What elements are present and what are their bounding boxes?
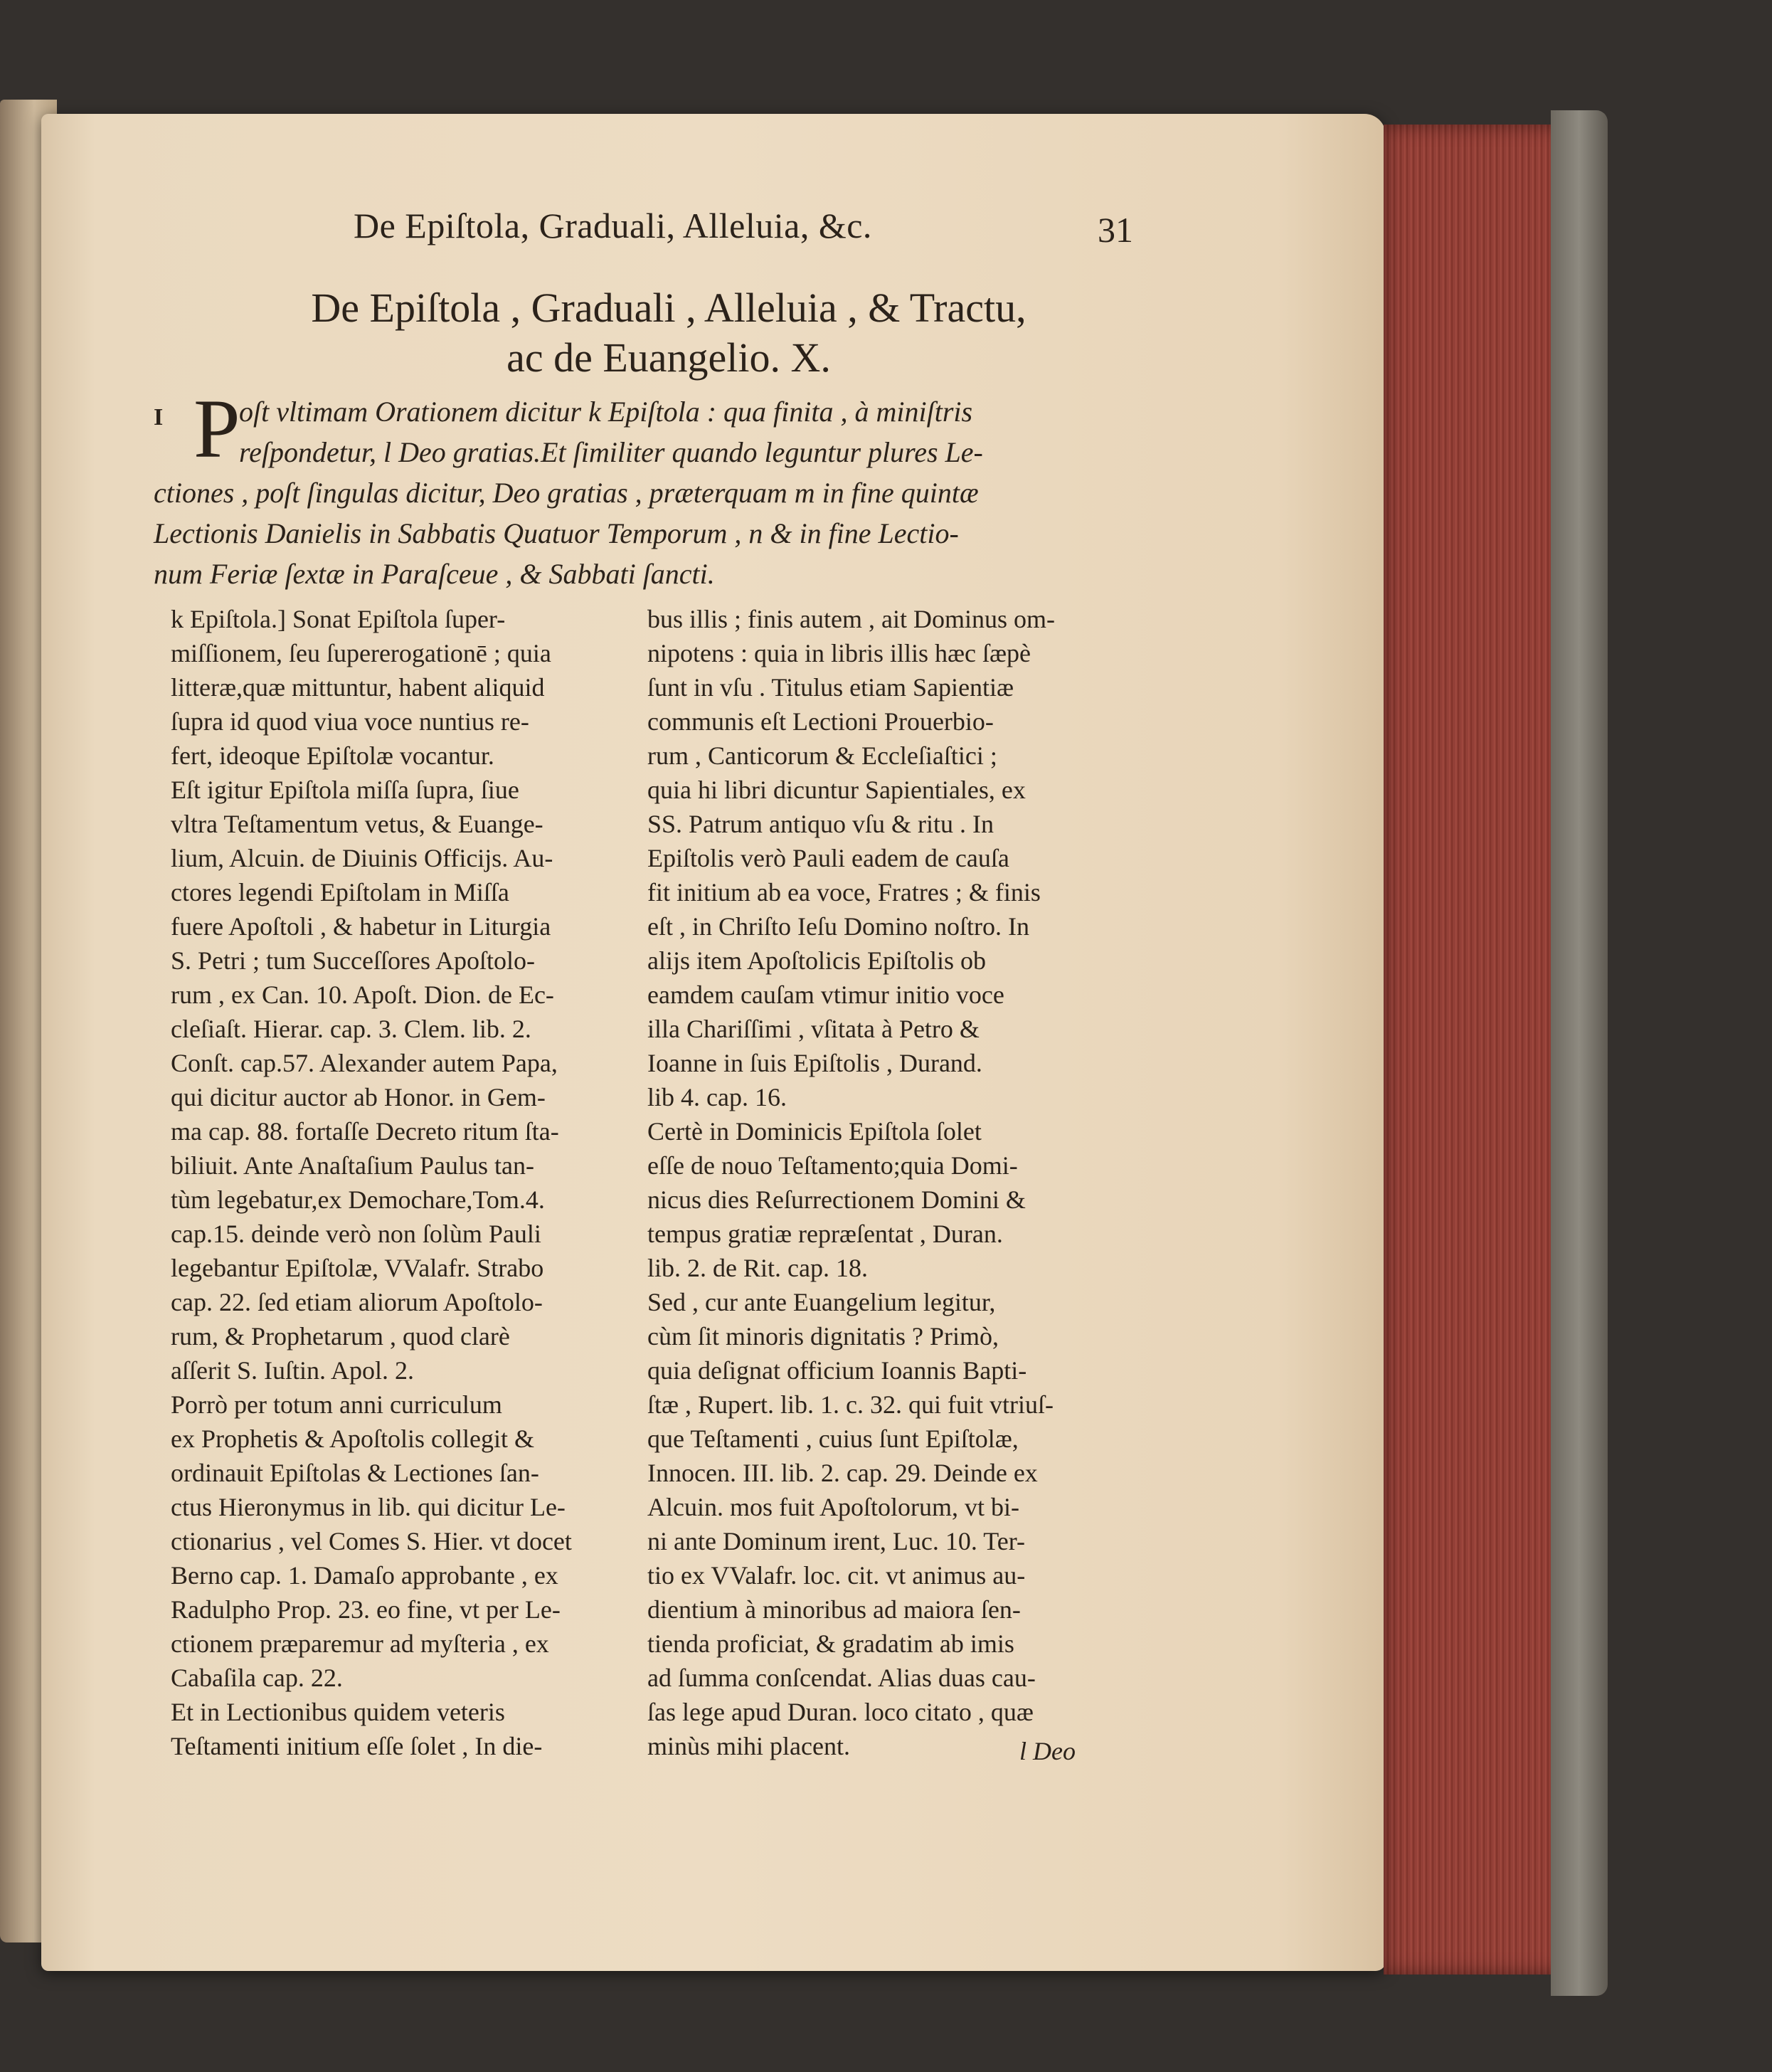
- commentary-line: Berno cap. 1. Damaſo approbante , ex: [171, 1561, 558, 1590]
- commentary-line: tùm legebatur,ex Demochare,Tom.4.: [171, 1185, 545, 1214]
- commentary-left-column: [171, 602, 623, 1763]
- commentary-line: ſupra id quod viua voce nuntius re-: [171, 707, 529, 736]
- rubric-line: reſpondetur, l Deo gratias.Et ſimiliter quando leguntur plures Le-: [239, 436, 983, 468]
- commentary-line: miſſionem, ſeu ſupererogationē ; quia: [171, 639, 551, 667]
- commentary-line: Certè in Dominicis Epiſtola ſolet: [647, 1117, 982, 1146]
- commentary-line: cùm ſit minoris dignitatis ? Primò,: [647, 1322, 999, 1350]
- commentary-line: legebantur Epiſtolæ, VValafr. Strabo: [171, 1254, 544, 1282]
- commentary-line: eſt , in Chriſto Ieſu Domino noſtro. In: [647, 912, 1029, 941]
- commentary-line: fert, ideoque Epiſtolæ vocantur.: [171, 741, 494, 770]
- commentary-line: ſas lege apud Duran. loco citato , quæ: [647, 1698, 1034, 1726]
- commentary-line: ctionarius , vel Comes S. Hier. vt docet: [171, 1527, 572, 1555]
- chapter-title-line-1: De Epiſtola , Graduali , Alleluia , & Tractu,: [311, 285, 1026, 331]
- commentary-right-column: [647, 602, 1100, 1763]
- commentary-line: ſunt in vſu . Titulus etiam Sapientiæ: [647, 673, 1014, 702]
- commentary-line: Eſt igitur Epiſtola miſſa ſupra, ſiue: [171, 776, 519, 804]
- commentary-line: S. Petri ; tum Succeſſores Apoſtolo-: [171, 946, 535, 975]
- commentary-line: ex Prophetis & Apoſtolis collegit &: [171, 1424, 534, 1453]
- commentary-line: Alcuin. mos fuit Apoſtolorum, vt bi-: [647, 1493, 1019, 1521]
- book-cover: [1551, 110, 1608, 1996]
- commentary-line: lium, Alcuin. de Diuinis Officijs. Au-: [171, 844, 553, 872]
- rubric-text: [154, 382, 1135, 594]
- commentary-line: ctionem præparemur ad myſteria , ex: [171, 1629, 549, 1658]
- commentary-line: aſſerit S. Iuſtin. Apol. 2.: [171, 1356, 414, 1385]
- commentary-line: tienda proficiat, & gradatim ab imis: [647, 1629, 1014, 1658]
- commentary-line: rum , ex Can. 10. Apoſt. Dion. de Ec-: [171, 980, 554, 1009]
- page-number: 31: [1098, 210, 1133, 250]
- commentary-line: fuere Apoſtoli , & habetur in Liturgia: [171, 912, 551, 941]
- commentary-line: Innocen. III. lib. 2. cap. 29. Deinde ex: [647, 1459, 1038, 1487]
- commentary-line: eſſe de nouo Teſtamento;quia Domi-: [647, 1151, 1018, 1180]
- commentary-line: ctores legendi Epiſtolam in Miſſa: [171, 878, 509, 906]
- commentary-line: rum , Canticorum & Eccleſiaſtici ;: [647, 741, 997, 770]
- rubric-line: num Feriæ ſextæ in Paraſceue , & Sabbati ſancti.: [154, 558, 715, 590]
- commentary-line: ordinauit Epiſtolas & Lectiones ſan-: [171, 1459, 539, 1487]
- rubric-line: Lectionis Danielis in Sabbatis Quatuor Temporum , n & in fine Lectio-: [154, 517, 959, 549]
- chapter-title-line-2: ac de Euangelio. X.: [506, 334, 831, 381]
- commentary-line: tempus gratiæ repræſentat , Duran.: [647, 1220, 1003, 1248]
- commentary-line: bus illis ; finis autem , ait Dominus om-: [647, 605, 1055, 633]
- commentary-line: biliuit. Ante Anaſtaſium Paulus tan-: [171, 1151, 534, 1180]
- commentary-line: cap. 22. ſed etiam aliorum Apoſtolo-: [171, 1288, 543, 1316]
- red-fore-edge: [1384, 125, 1569, 1975]
- rubric-line: ctiones , poſt ſingulas dicitur, Deo gratias , præterquam m in fine quintæ: [154, 477, 979, 509]
- commentary-line: qui dicitur auctor ab Honor. in Gem-: [171, 1083, 546, 1111]
- commentary-line: quia deſignat officium Ioannis Bapti-: [647, 1356, 1027, 1385]
- commentary-line: ſtæ , Rupert. lib. 1. c. 32. qui fuit vtriuſ-: [647, 1390, 1054, 1419]
- commentary-line: lib. 2. de Rit. cap. 18.: [647, 1254, 868, 1282]
- commentary-line: cap.15. deinde verò non ſolùm Pauli: [171, 1220, 541, 1248]
- commentary-line: ctus Hieronymus in lib. qui dicitur Le-: [171, 1493, 566, 1521]
- rubric-line: oſt vltimam Orationem dicitur k Epiſtola : qua finita , à miniſtris: [239, 396, 973, 428]
- commentary-line: lib 4. cap. 16.: [647, 1083, 787, 1111]
- drop-cap: P: [193, 382, 240, 475]
- commentary-line: litteræ,quæ mittuntur, habent aliquid: [171, 673, 545, 702]
- commentary-line: k Epiſtola.] Sonat Epiſtola ſuper-: [171, 605, 506, 633]
- commentary-line: que Teſtamenti , cuius ſunt Epiſtolæ,: [647, 1424, 1019, 1453]
- commentary-line: Porrò per totum anni curriculum: [171, 1390, 502, 1419]
- catchword: l Deo: [1019, 1737, 1076, 1765]
- commentary-line: Conſt. cap.57. Alexander autem Papa,: [171, 1049, 558, 1077]
- commentary-line: minùs mihi placent.: [647, 1732, 850, 1760]
- commentary-line: ad ſumma conſcendat. Alias duas cau-: [647, 1664, 1036, 1692]
- chapter-title: [213, 283, 1124, 383]
- commentary-line: tio ex VValafr. loc. cit. vt animus au-: [647, 1561, 1026, 1590]
- commentary-line: rum, & Prophetarum , quod clarè: [171, 1322, 510, 1350]
- commentary-line: Radulpho Prop. 23. eo fine, vt per Le-: [171, 1595, 561, 1624]
- commentary-line: fit initium ab ea voce, Fratres ; & finis: [647, 878, 1041, 906]
- commentary-line: Cabaſila cap. 22.: [171, 1664, 343, 1692]
- commentary-line: ma cap. 88. fortaſſe Decreto ritum ſta-: [171, 1117, 559, 1146]
- commentary-line: dientium à minoribus ad maiora ſen-: [647, 1595, 1021, 1624]
- commentary-line: alijs item Apoſtolicis Epiſtolis ob: [647, 946, 986, 975]
- commentary-line: cleſiaſt. Hierar. cap. 3. Clem. lib. 2.: [171, 1015, 531, 1043]
- commentary-line: Et in Lectionibus quidem veteris: [171, 1698, 505, 1726]
- commentary-line: nipotens : quia in libris illis hæc ſæpè: [647, 639, 1031, 667]
- commentary-line: quia hi libri dicuntur Sapientiales, ex: [647, 776, 1026, 804]
- commentary-line: Teſtamenti initium eſſe ſolet , In die-: [171, 1732, 543, 1760]
- running-title: De Epiſtola, Graduali, Alleluia, &c.: [354, 206, 872, 245]
- rubric-number: I: [154, 404, 164, 430]
- commentary-line: SS. Patrum antiquo vſu & ritu . In: [647, 810, 994, 838]
- commentary-line: Sed , cur ante Euangelium legitur,: [647, 1288, 996, 1316]
- commentary-line: nicus dies Reſurrectionem Domini &: [647, 1185, 1026, 1214]
- commentary-line: Ioanne in ſuis Epiſtolis , Durand.: [647, 1049, 982, 1077]
- commentary-line: vltra Teſtamentum vetus, & Euange-: [171, 810, 543, 838]
- commentary-line: eamdem cauſam vtimur initio voce: [647, 980, 1004, 1009]
- commentary-line: Epiſtolis verò Pauli eadem de cauſa: [647, 844, 1009, 872]
- commentary-line: ni ante Dominum irent, Luc. 10. Ter-: [647, 1527, 1025, 1555]
- commentary-line: illa Chariſſimi , vſitata à Petro &: [647, 1015, 980, 1043]
- commentary-line: communis eſt Lectioni Prouerbio-: [647, 707, 994, 736]
